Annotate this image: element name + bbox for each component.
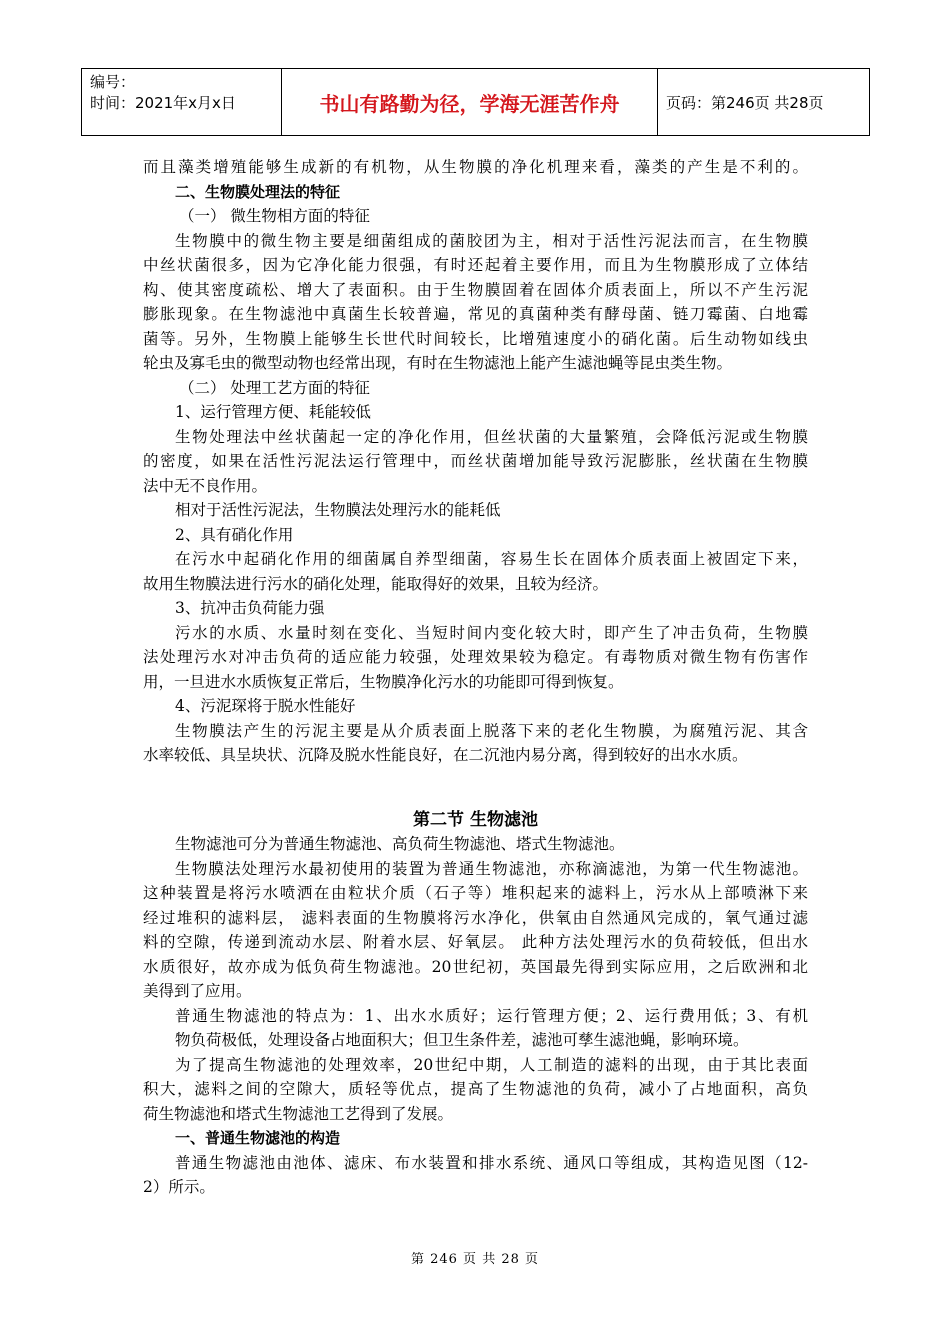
paragraph-line: 水率较低、具呈块状、沉降及脱水性能良好，在二沉池内易分离，得到较好的出水水质。 xyxy=(143,746,748,764)
paragraph-line: 相对于活性污泥法，生物膜法处理污水的能耗低 xyxy=(175,501,501,519)
subheading-microbe: （一） 微生物相方面的特征 xyxy=(179,207,370,225)
list-item: 2、具有硝化作用 xyxy=(175,525,294,544)
paragraph-line: 轮虫及寡毛虫的微型动物也经常出现，有时在生物滤池上能产生滤池蝇等昆虫类生物。 xyxy=(143,354,733,372)
paragraph-line: 荷生物滤池和塔式生物滤池工艺得到了发展。 xyxy=(143,1104,454,1123)
heading-construction: 一、普通生物滤池的构造 xyxy=(175,1129,341,1147)
paragraph-line: 这种装置是将污水喷洒在由粒状介质（石子等）堆积起来的滤料上，污水从上部喷淋下来 xyxy=(143,884,808,902)
paragraph-line: 积大，滤料之间的空隙大，质轻等优点，提高了生物滤池的负荷，减小了占地面积，高负 xyxy=(143,1080,808,1098)
date-label: 时间：2021年x月x日 xyxy=(90,94,236,112)
paragraph-line: 物负荷极低，处理设备占地面积大；但卫生条件差，滤池可孳生滤池蝇，影响环境。 xyxy=(175,1031,749,1049)
paragraph-line: 在污水中起硝化作用的细菌属自养型细菌，容易生长在固体介质表面上被固定下来， xyxy=(175,550,808,568)
paragraph-line: 普通生物滤池的特点为：1、出水水质好；运行管理方便；2、运行费用低；3、有机 xyxy=(175,1006,808,1025)
heading-features: 二、生物膜处理法的特征 xyxy=(175,182,341,201)
section-body xyxy=(143,832,808,1200)
paragraph-line: 2）所示。 xyxy=(143,1178,215,1196)
paragraph-line: 为了提高生物滤池的处理效率，20世纪中期，人工制造的滤料的出现，由于其比表面 xyxy=(175,1055,808,1074)
paragraph-line: 经过堆积的滤料层， 滤料表面的生物膜将污水净化，供氧由自然通风完成的，氧气通过滤 xyxy=(143,908,808,927)
document-body xyxy=(143,155,808,1196)
header-meta xyxy=(82,69,282,135)
paragraph-line: 用，一旦进水水质恢复正常后，生物膜净化污水的功能即可得到恢复。 xyxy=(143,672,624,691)
paragraph-line: 污水的水质、水量时刻在变化、当短时间内变化较大时，即产生了冲击负荷，生物膜 xyxy=(175,623,808,642)
paragraph-line: 法处理污水对冲击负荷的适应能力较强，处理效果较为稳定。有毒物质对微生物有伤害作 xyxy=(143,648,808,666)
paragraph-line: 膨胀现象。在生物滤池中真菌生长较普遍，常见的真菌种类有酵母菌、链刀霉菌、白地霉 xyxy=(143,305,808,323)
page-footer: 第 246 页 共 28 页 xyxy=(410,1252,540,1267)
paragraph-line: 法中无不良作用。 xyxy=(143,476,268,495)
paragraph-line: 生物滤池可分为普通生物滤池、高负荷生物滤池、塔式生物滤池。 xyxy=(175,835,625,853)
paragraph-line: 菌等。另外，生物膜上能够生长世代时间较长，比增殖速度小的硝化菌。后生动物如线虫 xyxy=(143,329,808,348)
paragraph-line: 构、使其密度疏松、增大了表面积。由于生物膜固着在固体介质表面上，所以不产生污泥 xyxy=(143,280,808,299)
paragraph-line: 生物膜中的微生物主要是细菌组成的菌胶团为主，相对于活性污泥法而言，在生物膜 xyxy=(175,231,808,250)
paragraph-line: 而且藻类增殖能够生成新的有机物，从生物膜的净化机理来看，藻类的产生是不利的。 xyxy=(143,158,808,176)
subheading-process: （二） 处理工艺方面的特征 xyxy=(179,378,370,397)
paragraph-line: 普通生物滤池由池体、滤床、布水装置和排水系统、通风口等组成，其构造见图（12- xyxy=(175,1153,808,1172)
list-item: 4、污泥琛将于脱水性能好 xyxy=(175,697,356,715)
paragraph-line: 生物膜法产生的污泥主要是从介质表面上脱落下来的老化生物膜，为腐殖污泥、其含 xyxy=(175,721,808,740)
paragraph-line: 生物膜法处理污水最初使用的装置为普通生物滤池，亦称滴滤池，为第一代生物滤池。 xyxy=(175,859,808,878)
paragraph-line: 水质很好，故亦成为低负荷生物滤池。20世纪初，英国最先得到实际应用，之后欧洲和北 xyxy=(143,957,808,976)
list-item: 1、运行管理方便、耗能较低 xyxy=(175,403,371,421)
list-item: 3、抗冲击负荷能力强 xyxy=(175,599,325,617)
section-title: 第二节 生物滤池 xyxy=(413,810,538,830)
paragraph-line: 故用生物膜法进行污水的硝化处理，能取得好的效果，且较为经济。 xyxy=(143,574,609,593)
paragraph-line: 生物处理法中丝状菌起一定的净化作用，但丝状菌的大量繁殖，会降低污泥或生物膜 xyxy=(175,427,808,446)
paragraph-line: 中丝状菌很多，因为它净化能力很强，有时还起着主要作用，而且为生物膜形成了立体结 xyxy=(143,256,808,274)
paragraph-line: 美得到了应用。 xyxy=(143,982,252,1000)
page-label: 页码：第246页 共28页 xyxy=(666,93,824,112)
paragraph-line: 的密度，如果在活性污泥法运行管理中，而丝状菌增加能导致污泥膨胀，丝状菌在生物膜 xyxy=(143,452,808,470)
header-table xyxy=(81,68,870,136)
paragraph-line: 料的空隙，传递到流动水层、附着水层、好氧层。 此种方法处理污水的负荷较低，但出水 xyxy=(143,933,808,951)
number-label: 编号： xyxy=(90,73,136,91)
motto: 书山有路勤为径，学海无涯苦作舟 xyxy=(282,69,658,135)
